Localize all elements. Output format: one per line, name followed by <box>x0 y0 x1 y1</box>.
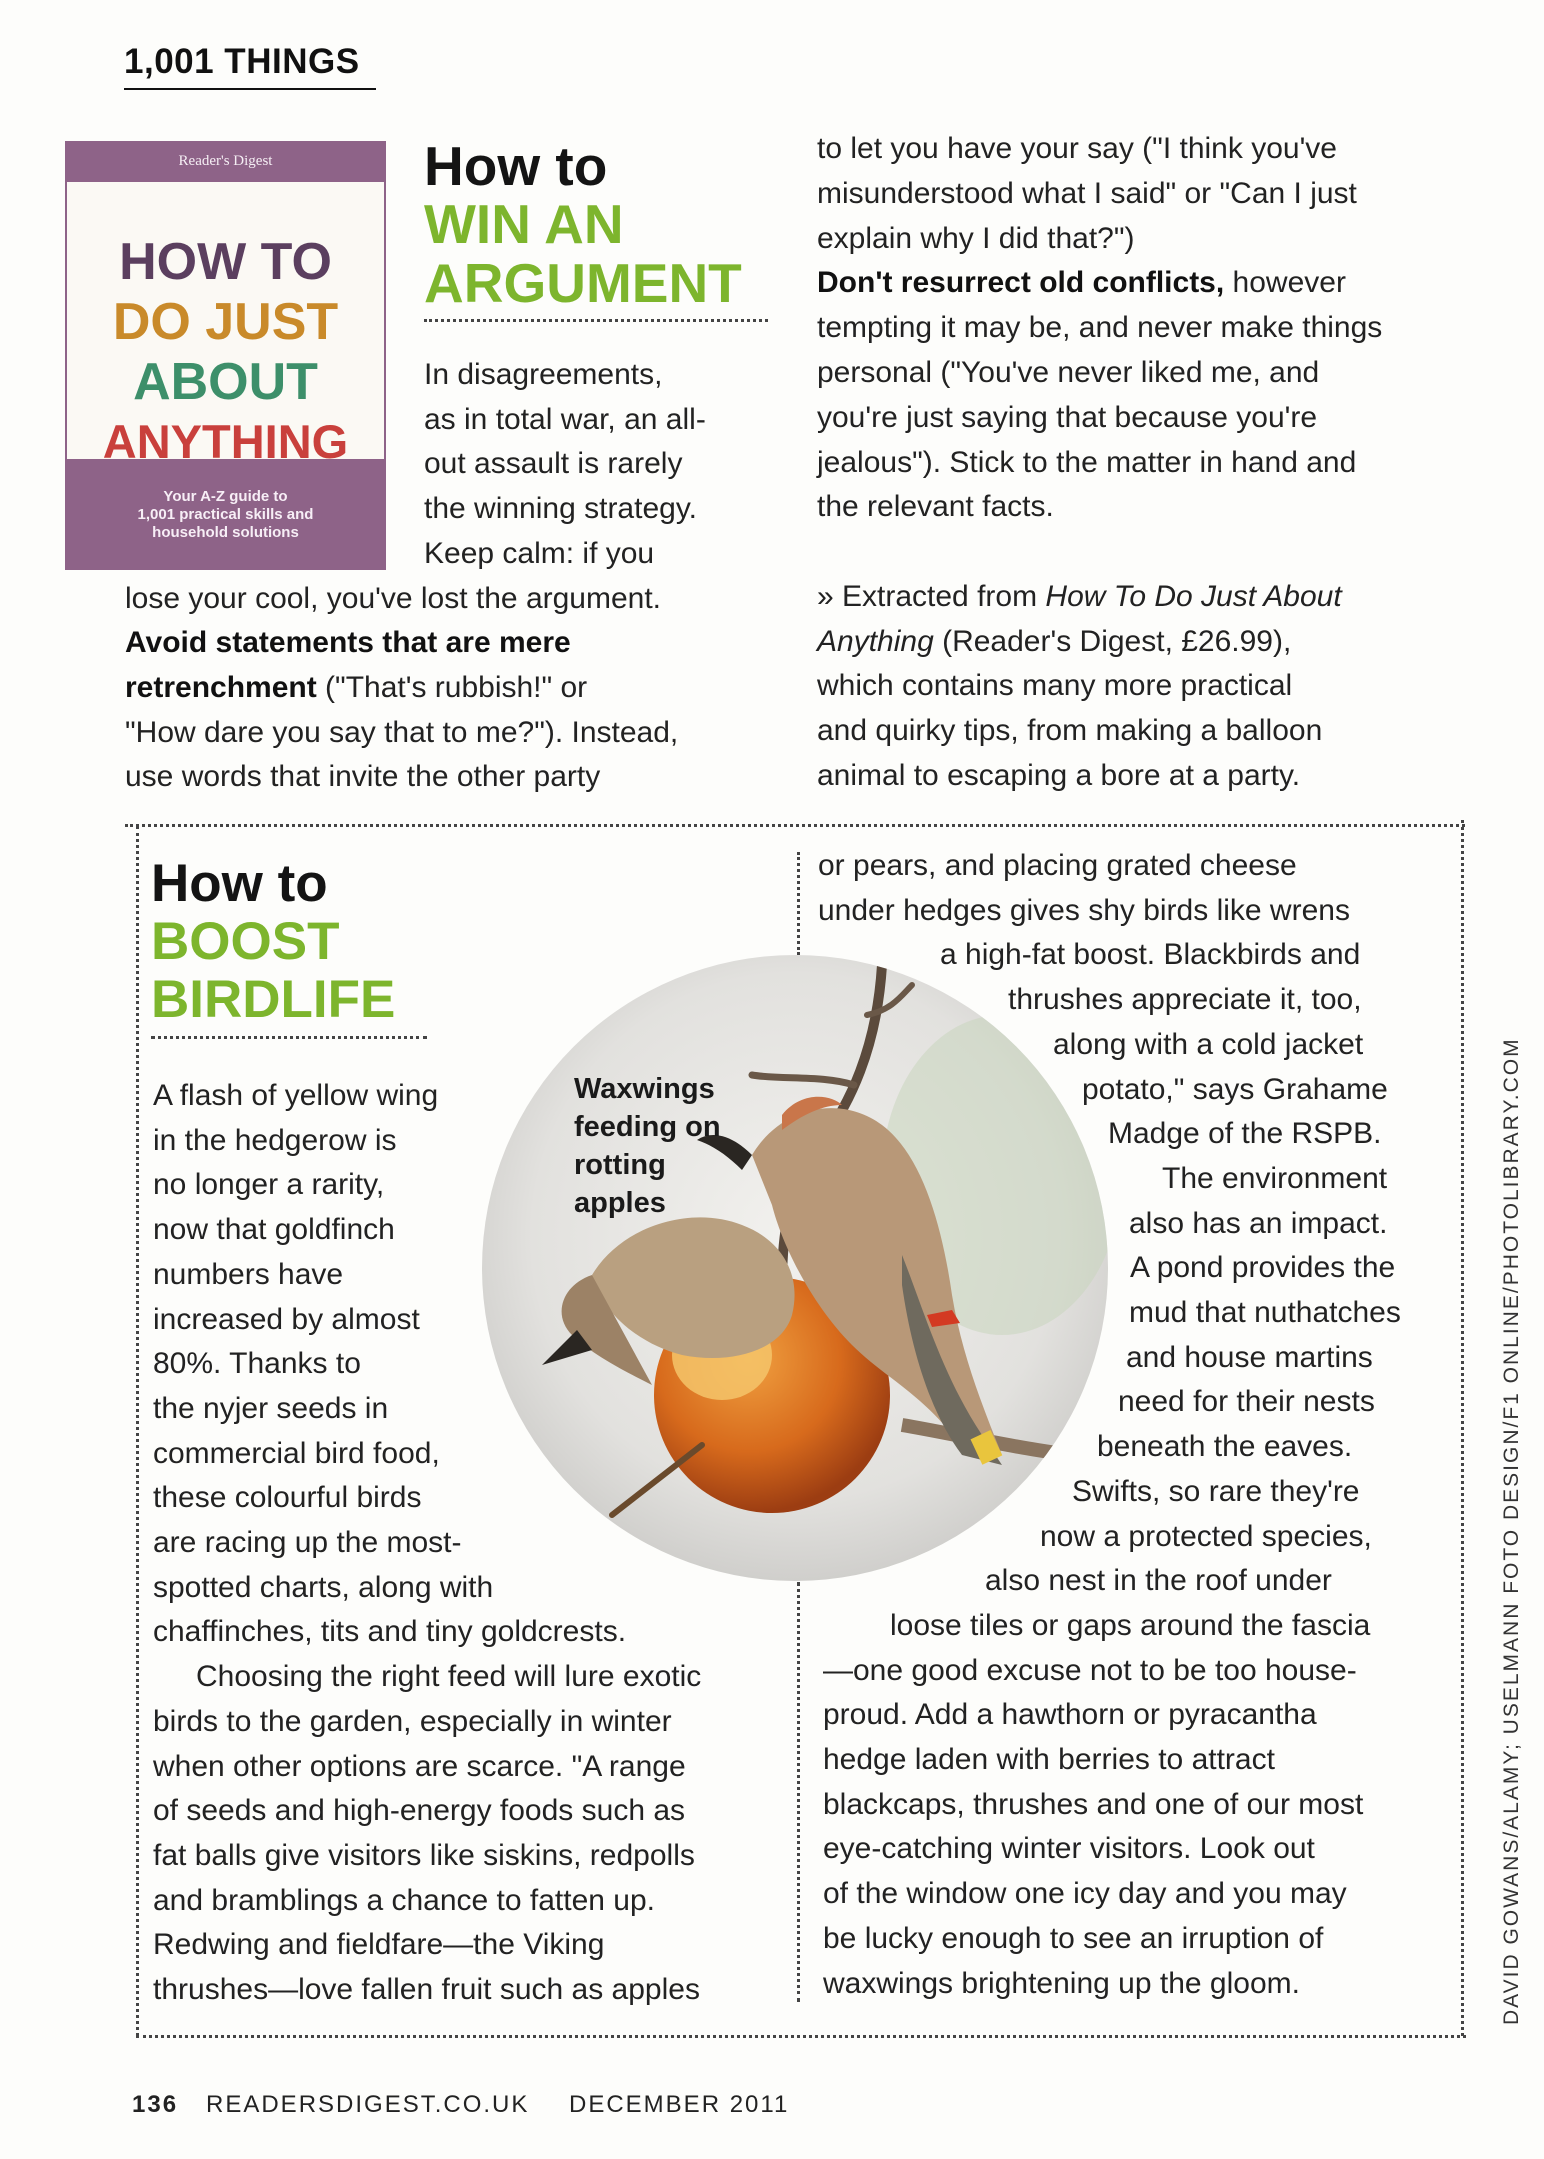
text-line: or pears, and placing grated cheese <box>818 849 1297 882</box>
text-line: commercial bird food, <box>153 1436 440 1470</box>
text-run: lose your cool, you've lost the argument. <box>125 581 662 615</box>
text-line: Redwing and fieldfare—the Viking <box>153 1928 605 1962</box>
bold-run: retrenchment <box>125 670 317 704</box>
footer-issue: DECEMBER 2011 <box>569 2091 790 2118</box>
article2-box-left-border <box>136 826 139 2036</box>
text-line <box>817 401 1317 435</box>
text-run: which contains many more practical <box>817 669 1293 703</box>
book-title <box>67 232 384 472</box>
text-run: however <box>1224 266 1346 300</box>
book-subtitle-line: Your A-Z guide to <box>163 488 288 505</box>
text-line <box>125 626 571 660</box>
text-line <box>817 132 1337 166</box>
section-label-underline <box>124 88 376 90</box>
text-line: waxwings brightening up the gloom. <box>823 1966 1300 2000</box>
text-run: » Extracted from <box>817 580 1046 613</box>
article2-heading-line1: How to <box>151 854 328 913</box>
article2-box-top-border <box>125 824 1465 827</box>
text-line <box>817 356 1319 390</box>
text-line: eye-catching winter visitors. Look out <box>823 1832 1315 1866</box>
text-run: to let you have your say ("I think you've <box>817 132 1337 165</box>
text-run: misunderstood what I said" or "Can I just <box>817 176 1357 210</box>
text-line: blackcaps, thrushes and one of our most <box>823 1787 1364 1821</box>
bold-run: Don't resurrect old conflicts, <box>817 266 1225 300</box>
book-subtitle-line: household solutions <box>152 524 299 541</box>
text-line <box>125 716 678 750</box>
page-number: 136 <box>132 2091 179 2118</box>
text-line <box>817 759 1300 793</box>
text-line: hedge laden with berries to attract <box>823 1743 1275 1776</box>
text-line: now a protected species, <box>1040 1519 1372 1553</box>
text-line: mud that nuthatches <box>1129 1296 1401 1329</box>
text-run: the relevant facts. <box>817 490 1054 524</box>
text-line: also nest in the roof under <box>985 1564 1332 1598</box>
section-label: 1,001 THINGS <box>124 42 360 81</box>
photo-caption-line: apples <box>574 1187 666 1219</box>
text-run: explain why I did that?") <box>817 221 1135 255</box>
text-line <box>424 492 697 526</box>
text-line: along with a cold jacket <box>1053 1027 1364 1061</box>
book-title-line: DO JUST <box>112 293 339 351</box>
text-line <box>817 222 1135 256</box>
text-line: Choosing the right feed will lure exotic <box>196 1660 702 1694</box>
text-line: Swifts, so rare they're <box>1072 1474 1360 1508</box>
text-line: A flash of yellow wing <box>153 1079 439 1112</box>
text-line <box>817 625 1291 659</box>
book-brand: Reader's Digest <box>178 153 273 169</box>
text-line <box>817 580 1342 614</box>
book-cover-image <box>65 141 386 570</box>
text-line <box>424 447 682 481</box>
text-line: increased by almost <box>153 1302 420 1336</box>
text-line: now that goldfinch <box>153 1213 395 1247</box>
footer-site: READERSDIGEST.CO.UK <box>206 2091 530 2118</box>
article1-heading-line1: How to <box>424 135 608 197</box>
text-run: Keep calm: if you <box>424 536 655 570</box>
text-line: are racing up the most- <box>153 1526 462 1559</box>
text-line: proud. Add a hawthorn or pyracantha <box>823 1698 1317 1732</box>
text-line: beneath the eaves. <box>1097 1430 1353 1464</box>
photo-caption-line: feeding on <box>574 1111 721 1143</box>
article2-box-bottom-border <box>136 2035 1466 2038</box>
text-line: fat balls give visitors like siskins, redpolls <box>153 1838 695 1872</box>
text-line <box>125 582 661 616</box>
text-line <box>125 671 587 705</box>
photo-caption-line: Waxwings <box>574 1073 715 1105</box>
article2-column-divider <box>797 1582 800 2002</box>
article2-box-right-border <box>1461 820 1464 2036</box>
text-line: —one good excuse not to be too house- <box>823 1653 1357 1687</box>
article1-heading-line3: ARGUMENT <box>424 252 742 314</box>
text-run: (Reader's Digest, £26.99), <box>933 624 1292 658</box>
text-run: In disagreements, <box>424 358 663 391</box>
text-run: use words that invite the other party <box>125 760 601 794</box>
text-run: "How dare you say that to me?"). Instead, <box>125 715 679 749</box>
waxwings-photo <box>482 955 1108 1581</box>
text-line <box>817 177 1357 211</box>
text-run: you're just saying that because you're <box>817 400 1318 434</box>
text-line <box>817 446 1356 480</box>
text-run: and quirky tips, from making a balloon <box>817 714 1323 748</box>
book-title-line: ANYTHING <box>102 415 349 468</box>
text-line: in the hedgerow is <box>153 1123 397 1157</box>
text-line: Madge of the RSPB. <box>1108 1117 1382 1151</box>
text-line: loose tiles or gaps around the fascia <box>890 1608 1371 1642</box>
text-line: potato," says Grahame <box>1082 1072 1388 1106</box>
book-subtitle-line: 1,001 practical skills and <box>137 506 314 523</box>
article2-heading-line2: BOOST <box>151 912 340 971</box>
book-cover-panel <box>67 182 384 468</box>
text-line <box>424 358 662 392</box>
italic-run: Anything <box>817 624 934 658</box>
text-line: numbers have <box>153 1257 344 1291</box>
text-line: birds to the garden, especially in winter <box>153 1704 672 1738</box>
text-run: ("That's rubbish!" or <box>316 670 588 704</box>
text-run: tempting it may be, and never make things <box>817 311 1383 345</box>
photo-caption-line: rotting <box>574 1149 666 1181</box>
text-line: when other options are scarce. "A range <box>153 1749 686 1783</box>
book-subtitle <box>65 488 386 542</box>
text-line: thrushes appreciate it, too, <box>1008 983 1362 1017</box>
text-line: of seeds and high-energy foods such as <box>153 1794 686 1828</box>
text-line: and bramblings a chance to fatten up. <box>153 1883 656 1917</box>
text-line <box>817 669 1292 703</box>
waxwings-illustration <box>482 955 1108 1581</box>
text-line: also has an impact. <box>1129 1206 1388 1240</box>
text-line: be lucky enough to see an irruption of <box>823 1921 1324 1955</box>
text-run: as in total war, an all- <box>424 402 706 436</box>
article1-heading-divider <box>424 319 768 322</box>
article2-column-divider <box>797 852 800 955</box>
italic-run: How To Do Just About <box>1045 580 1342 613</box>
text-line: chaffinches, tits and tiny goldcrests. <box>153 1615 627 1649</box>
text-line: under hedges gives shy birds like wrens <box>818 893 1350 927</box>
text-run: personal ("You've never liked me, and <box>817 356 1320 389</box>
photo-caption <box>574 1070 721 1222</box>
text-line: need for their nests <box>1118 1385 1375 1419</box>
text-line: the nyjer seeds in <box>153 1391 389 1425</box>
text-line: 80%. Thanks to <box>153 1347 361 1381</box>
bold-run: Avoid statements that are mere <box>125 626 571 660</box>
text-run: jealous"). Stick to the matter in hand and <box>817 445 1357 479</box>
article1-heading-line2: WIN AN <box>424 193 624 255</box>
text-run: animal to escaping a bore at a party. <box>817 758 1301 792</box>
text-line: spotted charts, along with <box>153 1570 494 1604</box>
text-line: these colourful birds <box>153 1481 422 1515</box>
article2-heading-line3: BIRDLIFE <box>151 970 396 1029</box>
text-run: the winning strategy. <box>424 492 697 526</box>
text-line: of the window one icy day and you may <box>823 1877 1347 1911</box>
photo-credit: DAVID GOWANS/ALAMY; USELMANN FOTO DESIGN/F1 ONLINE/PHOTOLIBRARY.COM <box>1500 1037 1523 2025</box>
article2-heading-divider <box>151 1036 427 1039</box>
text-line <box>424 537 654 571</box>
text-line: a high-fat boost. Blackbirds and <box>940 938 1361 972</box>
text-line: The environment <box>1162 1161 1388 1195</box>
text-line: A pond provides the <box>1130 1251 1396 1285</box>
text-line <box>817 266 1346 300</box>
text-line <box>424 403 706 437</box>
book-title-line: HOW TO <box>119 233 332 291</box>
text-line <box>817 714 1322 748</box>
text-line <box>817 490 1054 524</box>
text-line: and house martins <box>1126 1340 1373 1374</box>
text-line: no longer a rarity, <box>153 1168 385 1202</box>
text-line: thrushes—love fallen fruit such as apples <box>153 1973 700 2006</box>
book-title-line: ABOUT <box>133 353 318 411</box>
text-line <box>817 311 1382 345</box>
text-run: out assault is rarely <box>424 447 683 481</box>
text-line <box>125 760 600 794</box>
